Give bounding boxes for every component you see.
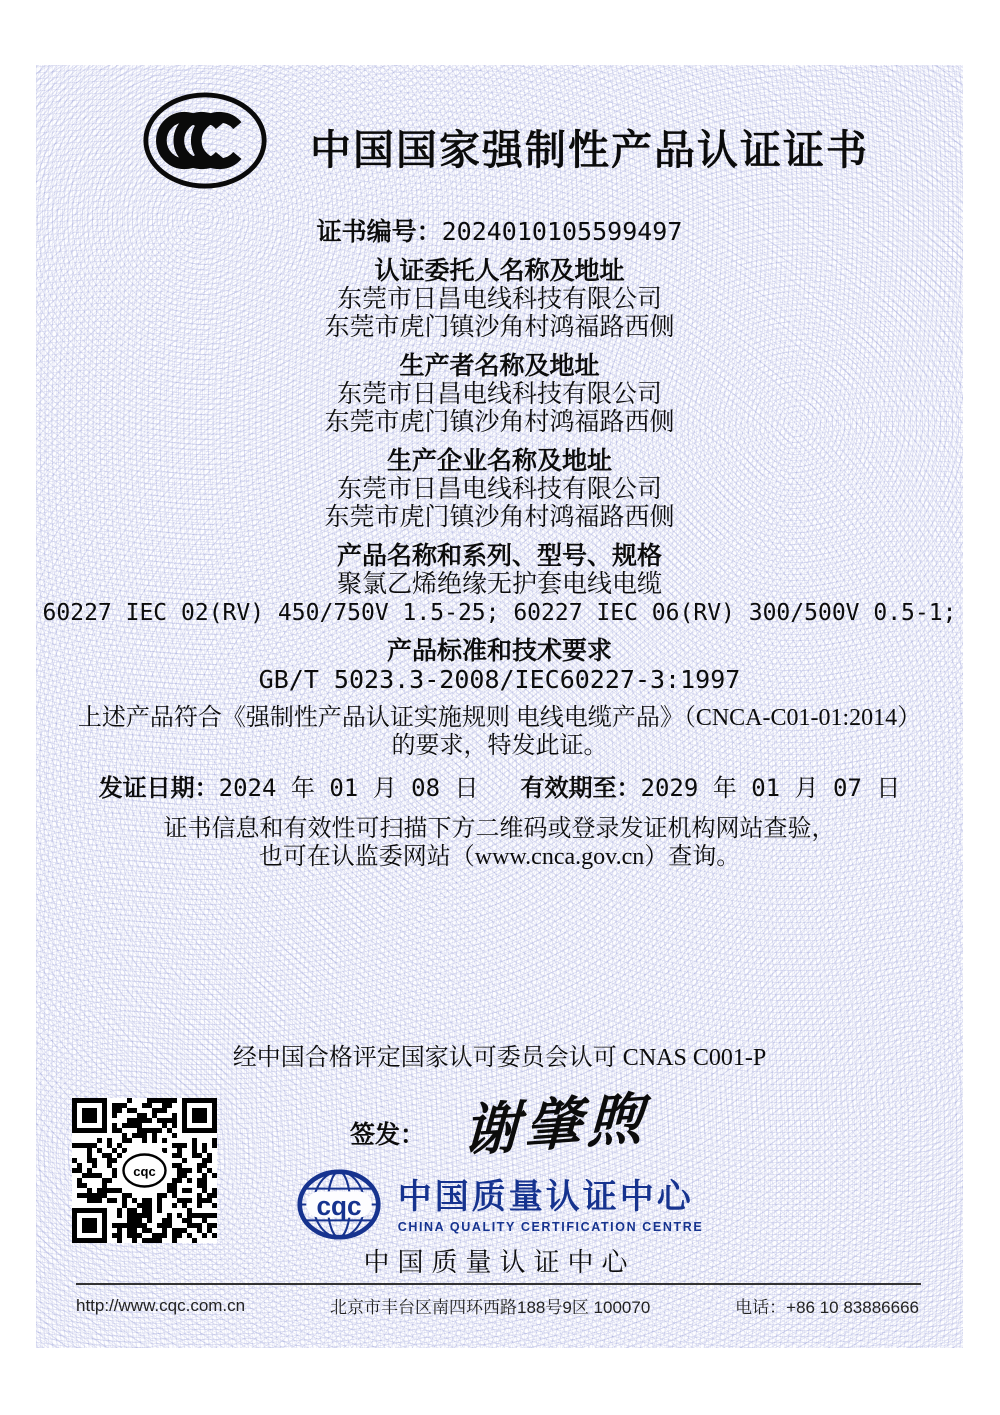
issuer-stamp-line: 中国质量认证中心 [363, 1248, 636, 1277]
standard-heading: 产品标准和技术要求 [386, 638, 612, 665]
product-section [36, 543, 963, 627]
conformity-statement [36, 704, 963, 760]
ccc-mark-icon [141, 91, 269, 195]
footer-phone-number: +86 10 83886666 [786, 1298, 919, 1317]
applicant-address: 东莞市虎门镇沙角村鸿福路西侧 [324, 314, 675, 341]
conformity-statement-line1: 上述产品符合《强制性产品认证实施规则 电线电缆产品》（CNCA-C01-01:2014） [77, 705, 922, 731]
svg-text:cqc: cqc [133, 1164, 156, 1179]
applicant-section [36, 258, 963, 342]
verification-note [36, 815, 963, 871]
expiry-date-value: 2029 年 01 月 07 日 [640, 774, 901, 802]
applicant-heading: 认证委托人名称及地址 [374, 258, 625, 285]
footer-divider [76, 1283, 921, 1285]
footer-bar [36, 1293, 963, 1318]
expiry-date-label: 有效期至： [520, 776, 641, 802]
standard-value: GB/T 5023.3-2008/IEC60227-3:1997 [258, 665, 741, 694]
factory-heading: 生产企业名称及地址 [386, 448, 612, 475]
issue-date-label: 发证日期： [98, 776, 219, 802]
footer-phone [735, 1293, 919, 1318]
issuer-name-en: CHINA QUALITY CERTIFICATION CENTRE [397, 1219, 704, 1234]
page-title: 中国国家强制性产品认证证书 [310, 127, 869, 173]
producer-name: 东莞市日昌电线科技有限公司 [336, 381, 662, 408]
sign-label: 签发： [349, 1122, 425, 1149]
date-line [36, 774, 963, 803]
issue-date-value: 2024 年 01 月 08 日 [218, 774, 479, 802]
applicant-name: 东莞市日昌电线科技有限公司 [336, 286, 662, 313]
producer-section [36, 353, 963, 437]
footer-address: 北京市丰台区南四环西路188号9区 100070 [330, 1298, 651, 1317]
standard-section [36, 638, 963, 694]
footer-phone-label: 电话： [735, 1298, 787, 1317]
certificate-number-label: 证书编号： [316, 219, 442, 246]
cqc-globe-icon [296, 1168, 382, 1246]
factory-name: 东莞市日昌电线科技有限公司 [336, 476, 662, 503]
qr-code [72, 1098, 217, 1243]
factory-address: 东莞市虎门镇沙角村鸿福路西侧 [324, 504, 675, 531]
product-name: 聚氯乙烯绝缘无护套电线电缆 [336, 571, 662, 598]
issuer-name-cn: 中国质量认证中心 [397, 1178, 694, 1217]
certificate-header [36, 65, 963, 218]
guilloche-sheet [36, 65, 963, 1348]
producer-heading: 生产者名称及地址 [399, 353, 600, 380]
svg-text:cqc: cqc [316, 1190, 362, 1221]
product-heading: 产品名称和系列、型号、规格 [336, 543, 662, 570]
product-models: 60227 IEC 02(RV) 450/750V 1.5-25; 60227 IEC 06(RV) 300/500V 0.5-1; [42, 600, 957, 626]
footer-website-link[interactable]: http://www.cqc.com.cn [76, 1295, 246, 1315]
producer-address: 东莞市虎门镇沙角村鸿福路西侧 [324, 409, 675, 436]
certificate-number-line [36, 218, 963, 247]
conformity-statement-line2: 的要求，特发此证。 [391, 733, 608, 759]
signature-handwriting: 谢肇煦 [462, 1088, 650, 1164]
factory-section [36, 448, 963, 532]
verification-note-line2: 也可在认监委网站（www.cnca.gov.cn）查询。 [258, 844, 741, 870]
verification-note-line1: 证书信息和有效性可扫描下方二维码或登录发证机构网站查验， [163, 816, 836, 842]
accreditation-line: 经中国合格评定国家认可委员会认可 CNAS C001-P [232, 1045, 767, 1071]
issuer-names [398, 1179, 704, 1233]
certificate-number-value: 2024010105599497 [441, 217, 683, 246]
